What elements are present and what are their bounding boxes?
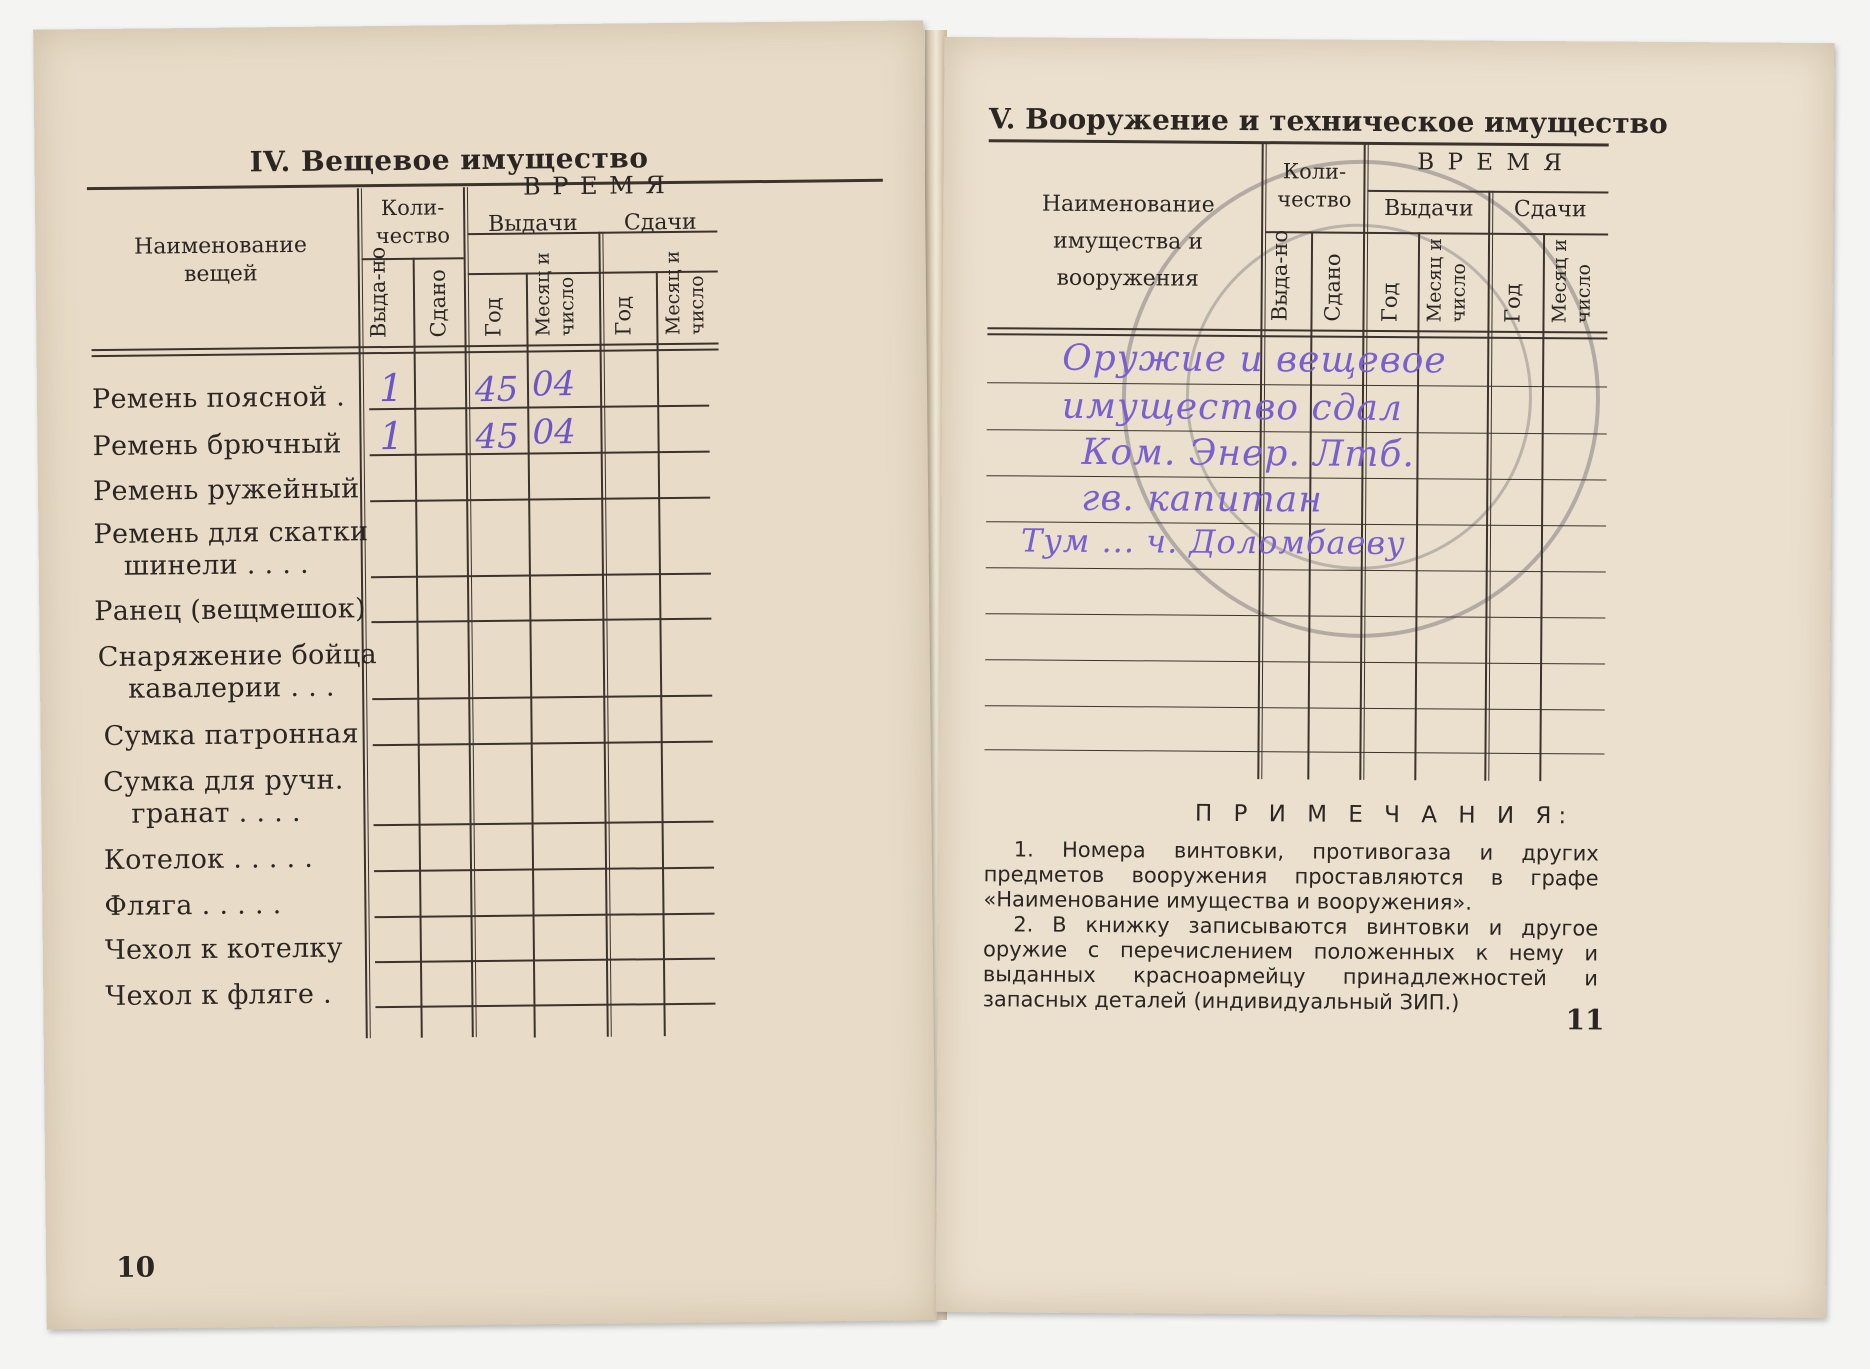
time-header: В Р Е М Я [1417,149,1565,177]
page-number-left: 10 [116,1250,156,1284]
row1-monthday: 04 [531,364,576,405]
list-item: Снаряжение бойца [97,639,378,674]
page-number-right: 11 [1565,1003,1605,1037]
return-month-subheader: Месяц и число [1548,238,1595,324]
list-item: Ремень для скатки [93,516,369,551]
row2-year: 45 [475,416,519,458]
issue-month-subheader: Месяц и число [1423,238,1470,323]
issue-year-subheader: Год [1377,282,1402,323]
row2-qty: 1 [379,413,404,459]
notes-title: П Р И М Е Ч А Н И Я: [1194,800,1574,830]
row1-qty: 1 [378,365,404,411]
time-header: В Р Е М Я [522,171,667,201]
left-page-title: IV. Вещевое имущество [249,141,649,179]
handwriting-line: гв. капитан [1081,477,1324,521]
issued-subheader: Выда-но [1267,229,1293,322]
list-item: Чехол к котелку [104,932,343,966]
issued-subheader: Выда-но [365,246,391,339]
name-column-header: Наименование имущества и вооружения [1041,191,1215,292]
row2-monthday: 04 [532,412,576,453]
return-header: Сдачи [1513,196,1587,223]
issue-header: Выдачи [1383,195,1474,222]
notes-body [983,837,1599,1016]
right-page [936,37,1835,1318]
list-item-cont: шинели . . . . [123,548,310,582]
list-item: Ремень поясной . [91,381,346,416]
issue-month-subheader: Месяц и число [531,252,579,337]
list-item: Фляга . . . . . [104,889,282,922]
handwriting-line: Оружие и вещевое [1062,337,1447,382]
handwriting-line: Тум ... ч. Доломбаеву [1020,521,1406,563]
list-item: Котелок . . . . . [103,842,314,876]
returned-subheader: Сдано [1320,253,1345,322]
note-2: 2. В книжку записываются винтовки и другое оружие с перечислением положенных к нему и выданных красноармейцу принадлежностей и запасных деталей (индивидуальный ЗИП.) [982,912,1599,1015]
return-month-subheader: Месяц и число [661,250,709,336]
name-column-header: Наименование вещей [133,232,308,288]
list-item: Сумка для ручн. [102,764,344,799]
handwriting-line: Ком. Энер. Лтб. [1081,431,1416,476]
handwriting-line: имущество сдал [1061,385,1404,430]
issue-header: Выдачи [487,211,578,237]
list-item-cont: кавалерии . . . [127,671,335,705]
return-year-subheader: Год [611,295,636,336]
list-item: Ранец (вещмешок) [94,593,367,628]
list-item: Чехол к фляге . [105,978,333,1012]
note-1: 1. Номера винтовки, противогаза и других предметов вооружения проставляются в графе «Наименование имущества и вооружения». [983,837,1599,915]
return-year-subheader: Год [1500,283,1525,323]
list-item: Сумка патронная [103,718,360,752]
return-header: Сдачи [623,209,697,236]
quantity-header: Коли-чество [1277,159,1352,212]
quantity-header: Коли-чество [375,195,451,249]
right-page-title: V. Вооружение и техническое имущество [988,102,1668,140]
list-item-cont: гранат . . . . [131,796,302,830]
issue-year-subheader: Год [481,297,506,338]
returned-subheader: Сдано [425,269,451,338]
list-item: Ремень ружейный [92,473,360,508]
left-page [33,20,937,1329]
list-item: Ремень брючный [92,428,342,463]
row1-year: 45 [474,369,519,411]
